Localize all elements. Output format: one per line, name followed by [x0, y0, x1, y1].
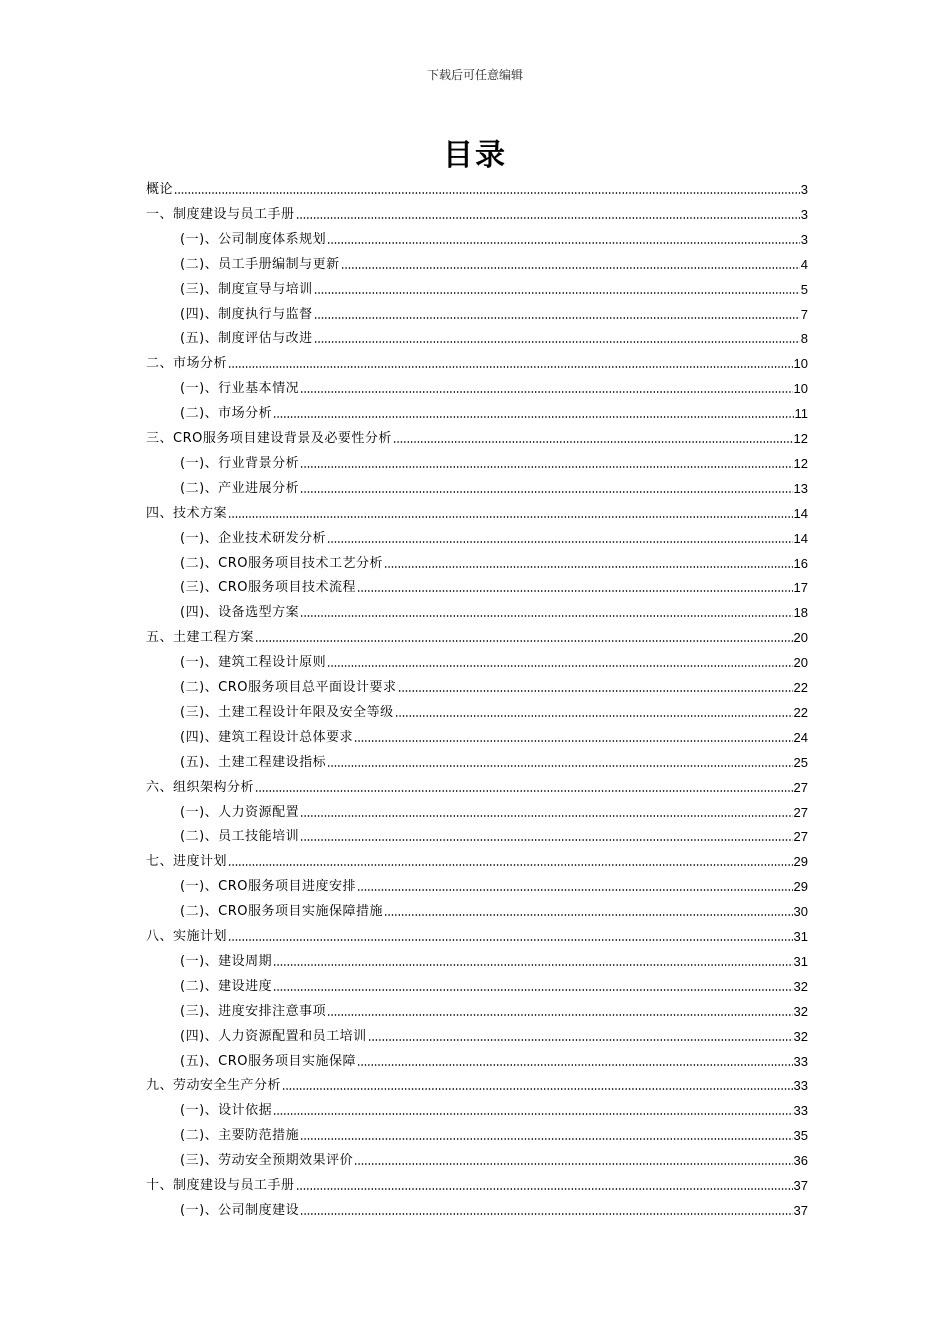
toc-entry-label: (四)、人力资源配置和员工培训 — [180, 1028, 367, 1044]
toc-entry[interactable] — [180, 747, 808, 771]
toc-entry-page: 5 — [800, 281, 808, 297]
toc-leader-dots — [354, 1162, 792, 1166]
toc-entry-label: (一)、公司制度体系规划 — [180, 231, 327, 247]
toc-entry[interactable] — [180, 722, 808, 746]
toc-entry-label: 八、实施计划 — [146, 929, 228, 944]
toc-entry[interactable] — [180, 249, 808, 273]
toc-entry-label: (二)、主要防范措施 — [180, 1128, 300, 1144]
toc-leader-dots — [327, 764, 792, 768]
toc-entry-label: (一)、人力资源配置 — [180, 804, 300, 820]
toc-entry[interactable] — [180, 398, 808, 422]
toc-leader-dots — [300, 465, 792, 469]
toc-entry-page: 4 — [800, 256, 808, 272]
toc-entry[interactable] — [180, 548, 808, 572]
toc-leader-dots — [300, 490, 792, 494]
toc-leader-dots — [314, 340, 800, 344]
toc-entry-label: 二、市场分析 — [146, 356, 228, 372]
toc-entry[interactable] — [146, 846, 808, 870]
toc-entry-label: (一)、行业背景分析 — [180, 455, 300, 471]
toc-entry-label: 三、CRO服务项目建设背景及必要性分析 — [146, 431, 392, 446]
toc-entry-page: 37 — [793, 1202, 808, 1218]
toc-entry[interactable] — [180, 797, 808, 821]
toc-leader-dots — [384, 565, 793, 569]
toc-entry-page: 24 — [793, 729, 808, 745]
toc-entry-label: (二)、市场分析 — [180, 406, 273, 422]
toc-leader-dots — [228, 938, 793, 942]
toc-leader-dots — [255, 639, 793, 643]
toc-entry-page: 35 — [793, 1128, 808, 1144]
toc-entry-page: 11 — [794, 406, 808, 422]
toc-leader-dots — [314, 291, 800, 295]
toc-entry-page: 3 — [800, 231, 808, 247]
toc-entry[interactable] — [180, 597, 808, 621]
toc-entry-label: 六、组织架构分析 — [146, 779, 255, 795]
toc-entry-label: (二)、建设进度 — [180, 978, 273, 994]
toc-entry[interactable] — [180, 448, 808, 472]
toc-entry-label: (一)、CRO服务项目进度安排 — [180, 879, 356, 895]
toc-leader-dots — [395, 714, 793, 718]
toc-leader-dots — [273, 1112, 792, 1116]
toc-entry[interactable] — [180, 946, 808, 970]
toc-entry[interactable] — [146, 921, 808, 945]
toc-entry-label: (一)、建筑工程设计原则 — [180, 655, 327, 671]
toc-leader-dots — [255, 789, 793, 793]
toc-entry-page: 32 — [793, 978, 808, 994]
toc-entry-label: (一)、行业基本情况 — [180, 381, 300, 397]
toc-entry-page: 13 — [793, 480, 808, 496]
toc-entry-page: 8 — [800, 331, 808, 347]
toc-entry-label: (三)、CRO服务项目技术流程 — [180, 580, 356, 596]
toc-leader-dots — [273, 988, 792, 992]
toc-entry-page: 3 — [800, 206, 808, 222]
toc-entry-page: 16 — [793, 555, 808, 571]
toc-entry-label: 概论 — [146, 182, 174, 197]
toc-entry[interactable] — [146, 772, 808, 796]
toc-entry-page: 27 — [793, 779, 808, 795]
toc-leader-dots — [300, 390, 792, 394]
toc-entry-page: 32 — [793, 1003, 808, 1019]
toc-entry-label: (二)、CRO服务项目总平面设计要求 — [180, 680, 397, 695]
toc-entry[interactable] — [180, 1021, 808, 1045]
toc-entry-page: 36 — [793, 1153, 808, 1169]
toc-leader-dots — [384, 913, 793, 917]
toc-entry[interactable] — [146, 1170, 808, 1194]
toc-leader-dots — [300, 814, 792, 818]
toc-entry-label: (三)、劳动安全预期效果评价 — [180, 1153, 354, 1169]
toc-entry-page: 22 — [793, 704, 808, 720]
toc-entry[interactable] — [180, 647, 808, 671]
toc-entry[interactable] — [180, 473, 808, 497]
toc-entry-page: 18 — [793, 605, 808, 621]
toc-entry[interactable] — [180, 672, 808, 696]
toc-entry-label: 九、劳动安全生产分析 — [146, 1078, 282, 1094]
toc-leader-dots — [357, 1063, 793, 1067]
toc-entry[interactable] — [180, 323, 808, 347]
toc-entry[interactable] — [146, 622, 808, 646]
toc-leader-dots — [327, 540, 792, 544]
toc-leader-dots — [398, 689, 793, 693]
toc-leader-dots — [314, 316, 800, 320]
toc-leader-dots — [327, 664, 792, 668]
toc-entry-label: (四)、制度执行与监督 — [180, 306, 313, 322]
toc-leader-dots — [282, 1087, 793, 1091]
toc-leader-dots — [273, 415, 793, 419]
toc-leader-dots — [296, 1187, 793, 1191]
header-note: 下载后可任意编辑 — [426, 68, 523, 82]
toc-entry[interactable] — [180, 1095, 808, 1119]
toc-leader-dots — [228, 365, 793, 369]
toc-entry-page: 31 — [793, 929, 808, 944]
toc-entry-label: (四)、建筑工程设计总体要求 — [180, 729, 354, 745]
toc-entry-label: (一)、企业技术研发分析 — [180, 530, 327, 546]
toc-entry-label: 四、技术方案 — [146, 505, 228, 521]
toc-entry-page: 27 — [793, 829, 808, 845]
toc-entry-label: (一)、公司制度建设 — [180, 1202, 300, 1218]
toc-entry-page: 10 — [793, 356, 808, 372]
toc-entry-page: 25 — [793, 754, 808, 770]
toc-entry-page: 33 — [793, 1053, 808, 1069]
toc-entry[interactable] — [180, 523, 808, 547]
toc-entry[interactable] — [146, 174, 808, 198]
toc-leader-dots — [368, 1038, 793, 1042]
toc-entry-label: (二)、CRO服务项目实施保障措施 — [180, 904, 383, 920]
toc-leader-dots — [300, 1137, 792, 1141]
toc-entry-page: 3 — [800, 182, 808, 197]
toc-entry-label: (三)、土建工程设计年限及安全等级 — [180, 704, 394, 720]
toc-entry-page: 33 — [793, 1078, 808, 1094]
toc-leader-dots — [341, 266, 800, 270]
toc-entry-page: 27 — [793, 804, 808, 820]
toc-leader-dots — [273, 963, 792, 967]
toc-entry[interactable] — [180, 821, 808, 845]
toc-entry-page: 14 — [793, 505, 808, 521]
toc-leader-dots — [300, 1212, 792, 1216]
toc-entry-label: (二)、员工手册编制与更新 — [180, 256, 340, 272]
toc-entry-page: 12 — [793, 431, 808, 446]
toc-entry-label: (二)、员工技能培训 — [180, 829, 300, 845]
toc-entry-page: 17 — [793, 580, 808, 596]
toc-entry-page: 37 — [793, 1178, 808, 1193]
toc-leader-dots — [296, 216, 800, 220]
toc-entry-label: 十、制度建设与员工手册 — [146, 1178, 295, 1193]
toc-entry-label: (二)、CRO服务项目技术工艺分析 — [180, 555, 383, 571]
toc-entry-page: 32 — [793, 1028, 808, 1044]
toc-entry-page: 12 — [793, 455, 808, 471]
toc-entry-page: 30 — [793, 904, 808, 920]
toc-entry[interactable] — [180, 299, 808, 323]
toc-entry-label: (五)、制度评估与改进 — [180, 331, 313, 347]
toc-entry-page: 29 — [793, 854, 808, 870]
toc-entry-label: (一)、设计依据 — [180, 1103, 273, 1119]
toc-entry[interactable] — [180, 896, 808, 920]
toc-entry[interactable] — [180, 1195, 808, 1219]
toc-entry[interactable] — [180, 1120, 808, 1144]
toc-leader-dots — [228, 863, 793, 867]
toc-title: 目录 — [443, 138, 507, 173]
toc-entry-page: 20 — [793, 655, 808, 671]
toc-leader-dots — [327, 241, 800, 245]
toc-entry-label: 五、土建工程方案 — [146, 630, 255, 646]
toc-leader-dots — [357, 589, 793, 593]
toc-entry-page: 31 — [793, 953, 808, 969]
toc-entry[interactable] — [180, 971, 808, 995]
toc-entry-page: 7 — [800, 306, 808, 322]
toc-entry[interactable] — [180, 697, 808, 721]
toc-entry-page: 10 — [793, 381, 808, 397]
toc-leader-dots — [357, 888, 793, 892]
toc-entry-page: 33 — [793, 1103, 808, 1119]
toc-entry-page: 22 — [793, 680, 808, 695]
toc-leader-dots — [327, 1013, 792, 1017]
toc-entry[interactable] — [180, 572, 808, 596]
toc-entry[interactable] — [146, 423, 808, 447]
toc-entry-label: 一、制度建设与员工手册 — [146, 206, 295, 222]
toc-entry-label: 七、进度计划 — [146, 854, 228, 870]
toc-entry-page: 20 — [793, 630, 808, 646]
toc-entry-label: (四)、设备选型方案 — [180, 605, 300, 621]
toc-entry[interactable] — [180, 373, 808, 397]
toc-leader-dots — [174, 191, 800, 195]
toc-entry[interactable] — [146, 498, 808, 522]
toc-leader-dots — [228, 515, 793, 519]
toc-leader-dots — [393, 440, 793, 444]
toc-entry-label: (一)、建设周期 — [180, 953, 273, 969]
toc-entry-page: 29 — [793, 879, 808, 895]
toc-entry-label: (五)、土建工程建设指标 — [180, 754, 327, 770]
toc-entry-label: (五)、CRO服务项目实施保障 — [180, 1053, 356, 1069]
toc-entry-page: 14 — [793, 530, 808, 546]
toc-entry[interactable] — [180, 1145, 808, 1169]
toc-entry[interactable] — [146, 199, 808, 223]
toc-entry[interactable] — [146, 1070, 808, 1094]
toc-leader-dots — [354, 739, 792, 743]
toc-entry-label: (三)、进度安排注意事项 — [180, 1003, 327, 1019]
toc-entry[interactable] — [180, 996, 808, 1020]
toc-entry-label: (三)、制度宣导与培训 — [180, 281, 313, 297]
toc-leader-dots — [300, 838, 792, 842]
toc-entry[interactable] — [180, 274, 808, 298]
toc-entry[interactable] — [180, 224, 808, 248]
toc-leader-dots — [300, 614, 792, 618]
toc-entry-label: (二)、产业进展分析 — [180, 480, 300, 496]
toc-entry[interactable] — [146, 348, 808, 372]
toc-entry[interactable] — [180, 1046, 808, 1070]
toc-entry[interactable] — [180, 871, 808, 895]
